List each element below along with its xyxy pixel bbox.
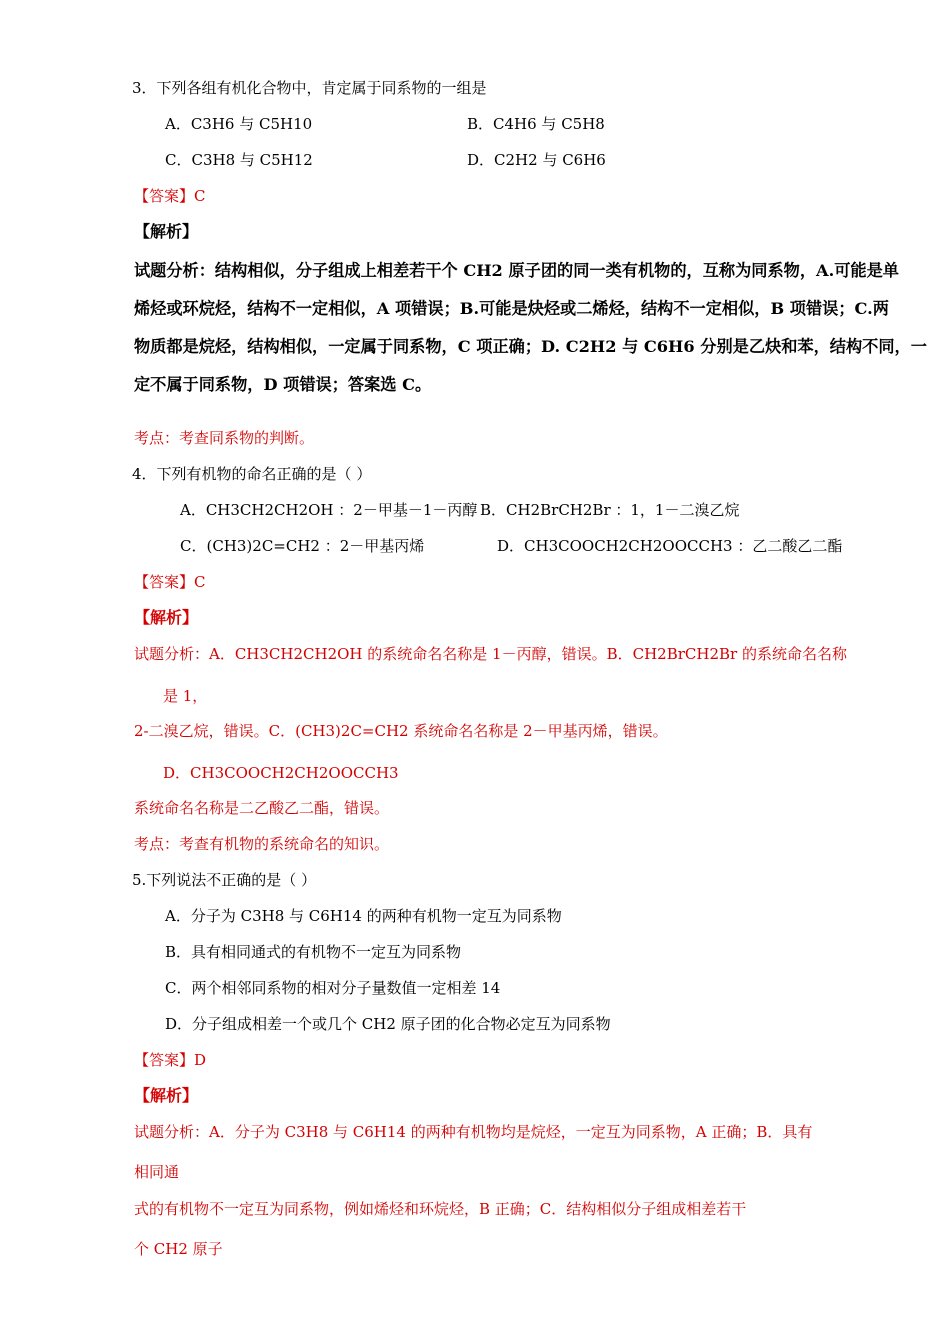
- q3-analysis-title: 【解析】: [134, 222, 199, 241]
- q5-stem: 5.下列说法不正确的是（ ）: [132, 871, 317, 889]
- q4-analysis-line: 试题分析：A．CH3CH2CH2OH 的系统命名名称是 1－丙醇，错误。B．CH2BrCH2Br 的系统命名名称: [134, 645, 847, 663]
- q5-answer: 【答案】D: [134, 1051, 207, 1069]
- q5-option-b: B．具有相同通式的有机物不一定互为同系物: [165, 943, 462, 961]
- q4-option-d: D．CH3COOCH2CH2OOCCH3 ：乙二酸乙二酯: [497, 537, 843, 555]
- q4-stem: 4．下列有机物的命名正确的是（ ）: [132, 465, 372, 483]
- q4-analysis-line: D．CH3COOCH2CH2OOCCH3: [163, 764, 399, 782]
- q5-analysis-line: 试题分析：A．分子为 C3H8 与 C6H14 的两种有机物均是烷烃，一定互为同系物，A 正确；B．具有: [134, 1123, 813, 1141]
- q3-option-c: C．C3H8 与 C5H12: [165, 151, 313, 169]
- q3-analysis-line: 试题分析：结构相似，分子组成上相差若干个 CH2 原子团的同一类有机物的，互称为同系物，A.可能是单: [134, 261, 899, 280]
- q5-analysis-line: 个 CH2 原子: [134, 1240, 223, 1258]
- q5-option-d: D．分子组成相差一个或几个 CH2 原子团的化合物必定互为同系物: [165, 1015, 611, 1033]
- q4-answer: 【答案】C: [134, 573, 206, 591]
- q3-analysis-line: 烯烃或环烷烃，结构不一定相似，A 项错误；B.可能是炔烃或二烯烃，结构不一定相似，B 项错误；C.两: [134, 299, 889, 318]
- q3-answer: 【答案】C: [134, 187, 206, 205]
- q5-option-a: A．分子为 C3H8 与 C6H14 的两种有机物一定互为同系物: [165, 907, 562, 925]
- q3-analysis-line: 定不属于同系物，D 项错误；答案选 C。: [134, 375, 432, 394]
- q4-analysis-line: 系统命名名称是二乙酸乙二酯，错误。: [134, 799, 390, 817]
- q4-analysis-title: 【解析】: [134, 608, 199, 627]
- q4-analysis-line: 是 1，: [163, 687, 208, 705]
- q3-option-d: D．C2H2 与 C6H6: [467, 151, 606, 169]
- q3-option-b: B．C4H6 与 C5H8: [467, 115, 605, 133]
- q3-stem: 3．下列各组有机化合物中，肯定属于同系物的一组是: [132, 79, 487, 97]
- q4-option-c: C．(CH3)2C=CH2 ：2－甲基丙烯: [180, 537, 425, 555]
- q5-analysis-title: 【解析】: [134, 1086, 199, 1105]
- q5-analysis-line: 式的有机物不一定互为同系物，例如烯烃和环烷烃，B 正确；C．结构相似分子组成相差若干: [134, 1200, 747, 1218]
- q3-point: 考点：考查同系物的判断。: [134, 429, 315, 447]
- q5-option-c: C．两个相邻同系物的相对分子量数值一定相差 14: [165, 979, 501, 997]
- q4-option-b: B．CH2BrCH2Br ：1，1－二溴乙烷: [480, 501, 740, 519]
- q4-option-a: A．CH3CH2CH2OH ：2－甲基－1－丙醇: [180, 501, 478, 519]
- q4-point: 考点：考查有机物的系统命名的知识。: [134, 835, 390, 853]
- q3-analysis-line: 物质都是烷烃，结构相似，一定属于同系物，C 项正确；D. C2H2 与 C6H6 分别是乙炔和苯，结构不同，一: [134, 337, 927, 356]
- q5-analysis-line: 相同通: [134, 1163, 180, 1181]
- q3-option-a: A．C3H6 与 C5H10: [165, 115, 313, 133]
- q4-analysis-line: 2-二溴乙烷，错误。C．(CH3)2C=CH2 系统命名名称是 2－甲基丙烯，错误。: [134, 722, 668, 740]
